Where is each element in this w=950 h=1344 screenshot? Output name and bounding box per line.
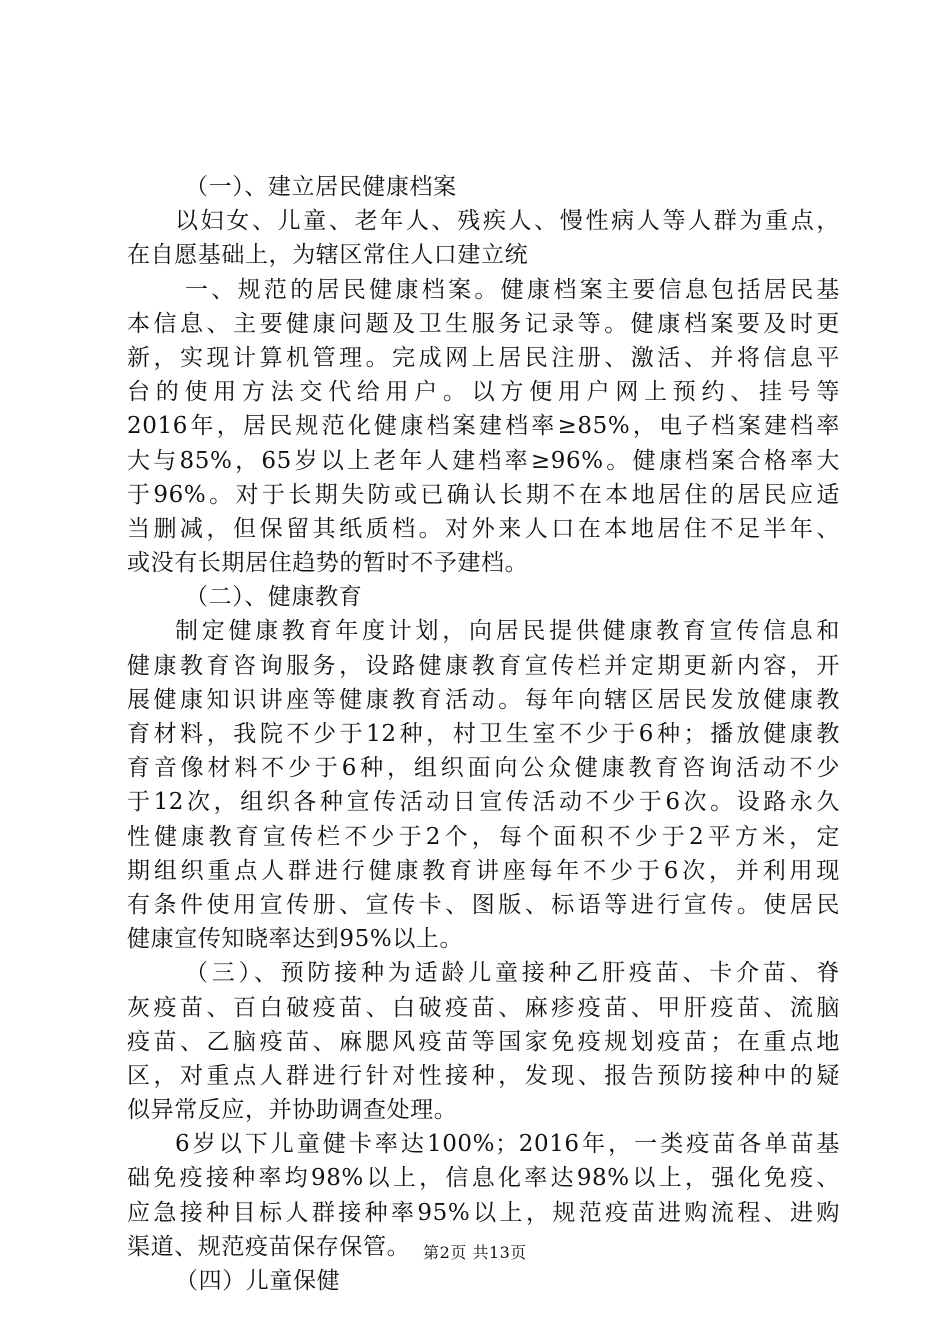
- paragraph-line: 于12次，组织各种宣传活动日宣传活动不少于6次。设路永久: [127, 789, 840, 816]
- paragraph-line: 区，对重点人群进行针对性接种，发现、报告预防接种中的疑: [127, 1062, 840, 1089]
- paragraph-line: 有条件使用宣传册、宣传卡、图版、标语等进行宣传。使居民: [127, 891, 840, 918]
- section-heading-4: （四）儿童保健: [175, 1268, 341, 1294]
- page-footer: 第2页 共13页: [423, 1243, 527, 1262]
- paragraph-line: 2016年，居民规范化健康档案建档率≥85%，电子档案建档率: [127, 413, 840, 440]
- section-heading-1: （一）、建立居民健康档案: [185, 174, 457, 200]
- paragraph-line: 础免疫接种率均98%以上，信息化率达98%以上，强化免疫、: [127, 1165, 840, 1192]
- paragraph-line: 疫苗、乙脑疫苗、麻腮风疫苗等国家免疫规划疫苗；在重点地: [127, 1028, 840, 1055]
- paragraph-line: 育音像材料不少于6种，组织面向公众健康教育咨询活动不少: [127, 755, 840, 782]
- paragraph-line: 育材料，我院不少于12种，村卫生室不少于6种；播放健康教: [127, 721, 840, 747]
- section-heading-2: （二）、健康教育: [185, 584, 363, 611]
- paragraph-line: 展健康知识讲座等健康教育活动。每年向辖区居民发放健康教: [127, 686, 840, 713]
- paragraph-line: 或没有长期居住趋势的暂时不予建档。: [127, 550, 529, 577]
- paragraph-line: 似异常反应，并协助调查处理。: [127, 1097, 458, 1124]
- paragraph-line: 台的使用方法交代给用户。以方便用户网上预约、挂号等: [127, 379, 840, 406]
- paragraph-line: 本信息、主要健康问题及卫生服务记录等。健康档案要及时更: [127, 310, 840, 337]
- section-heading-3: （三）、预防接种为适龄儿童接种乙肝疫苗、卡介苗、脊: [185, 960, 840, 987]
- paragraph-line: 于96%。对于长期失防或已确认长期不在本地居住的居民应适: [127, 481, 840, 508]
- paragraph-line: 期组织重点人群进行健康教育讲座每年不少于6次，并利用现: [127, 857, 840, 884]
- paragraph-line: 制定健康教育年度计划，向居民提供健康教育宣传信息和: [175, 618, 840, 645]
- paragraph-line: 一、规范的居民健康档案。健康档案主要信息包括居民基: [185, 276, 840, 303]
- paragraph-line: 健康宣传知晓率达到95%以上。: [127, 926, 464, 953]
- paragraph-line: 当删减，但保留其纸质档。对外来人口在本地居住不足半年、: [127, 515, 840, 542]
- document-body: [127, 170, 840, 1298]
- paragraph-line: 应急接种目标人群接种率95%以上，规范疫苗进购流程、进购: [127, 1199, 840, 1226]
- paragraph-line: 渠道、规范疫苗保存保管。: [127, 1233, 411, 1260]
- paragraph-line: 以妇女、儿童、老年人、残疾人、慢性病人等人群为重点，: [175, 208, 840, 235]
- paragraph-line: 6岁以下儿童健卡率达100%；2016年，一类疫苗各单苗基: [175, 1131, 840, 1158]
- paragraph-line: 在自愿基础上，为辖区常住人口建立统: [127, 242, 529, 269]
- paragraph-line: 性健康教育宣传栏不少于2个，每个面积不少于2平方米，定: [127, 823, 840, 850]
- paragraph-line: 新，实现计算机管理。完成网上居民注册、激活、并将信息平: [127, 344, 840, 371]
- paragraph-line: 灰疫苗、百白破疫苗、白破疫苗、麻疹疫苗、甲肝疫苗、流脑: [127, 994, 840, 1021]
- paragraph-line: 大与85%，65岁以上老年人建档率≥96%。健康档案合格率大: [127, 447, 840, 474]
- paragraph-line: 健康教育咨询服务，设路健康教育宣传栏并定期更新内容，开: [127, 652, 840, 679]
